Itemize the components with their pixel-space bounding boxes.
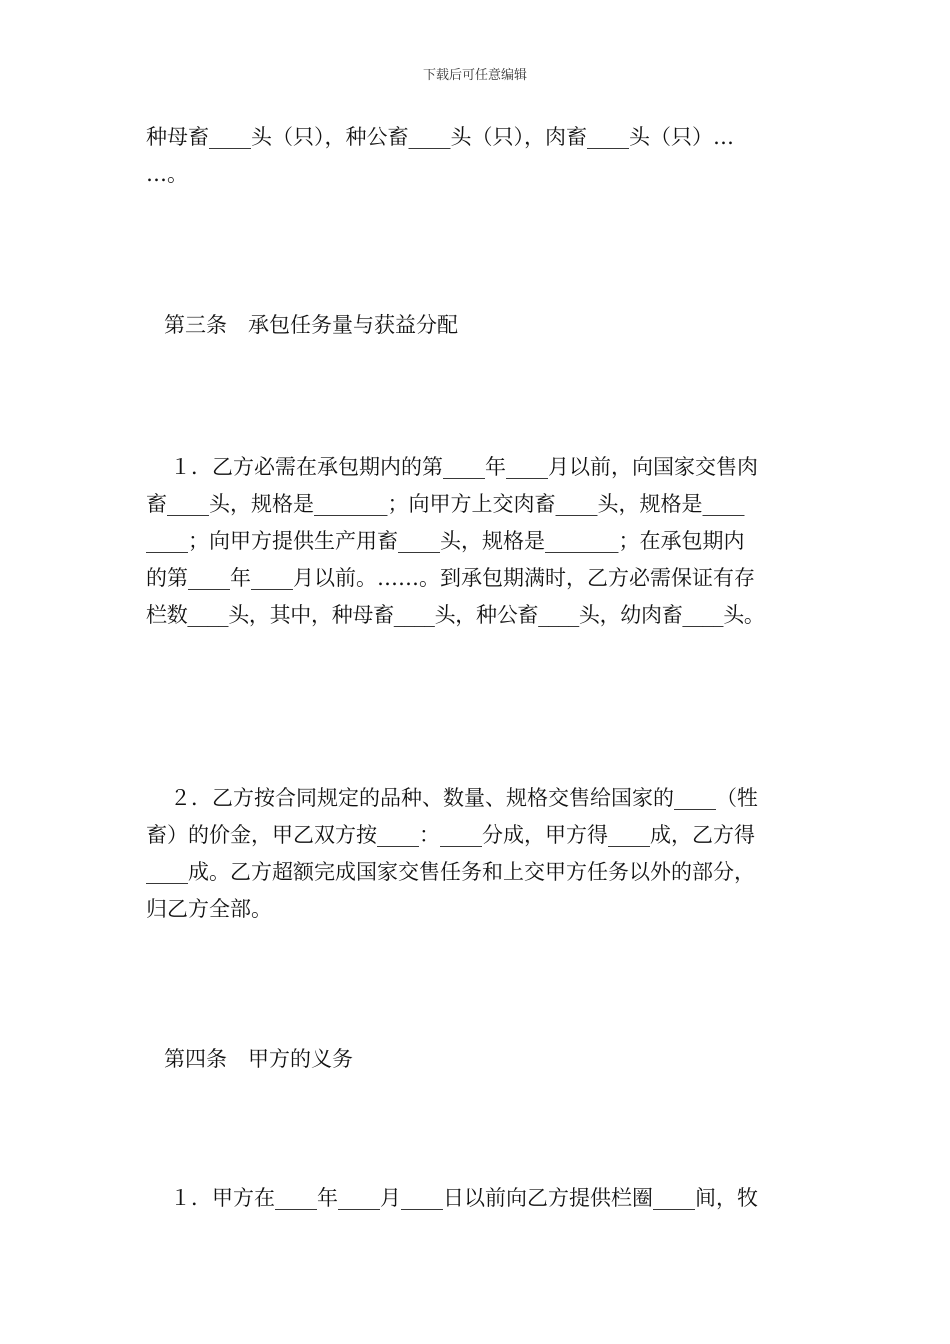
article-4-heading: 第四条 甲方的义务 bbox=[164, 1047, 353, 1071]
article-3-heading: 第三条 承包任务量与获益分配 bbox=[164, 313, 458, 337]
paragraph-line: 栏数____头，其中，种母畜____头，种公畜____头，幼肉畜____头。 bbox=[146, 603, 765, 627]
paragraph-line: ____；向甲方提供生产用畜____头，规格是_______；在承包期内 bbox=[146, 529, 745, 553]
page-header: 下载后可任意编辑 bbox=[422, 68, 527, 83]
paragraph-line: ２．乙方按合同规定的品种、数量、规格交售给国家的____（牲 bbox=[170, 786, 758, 810]
paragraph-line: 畜）的价金，甲乙双方按____：____分成，甲方得____成，乙方得 bbox=[146, 823, 755, 847]
paragraph-line: １．甲方在____年____月____日以前向乙方提供栏圈____间，牧 bbox=[170, 1186, 758, 1210]
paragraph-line: ____成。乙方超额完成国家交售任务和上交甲方任务以外的部分， bbox=[146, 860, 755, 884]
paragraph-line: 畜____头，规格是_______；向甲方上交肉畜____头，规格是____ bbox=[146, 492, 745, 516]
paragraph-line: 的第____年____月以前。……。到承包期满时，乙方必需保证有存 bbox=[146, 566, 755, 590]
paragraph-line: １．乙方必需在承包期内的第____年____月以前，向国家交售肉 bbox=[170, 455, 758, 479]
paragraph-line: 种母畜____头（只），种公畜____头（只），肉畜____头（只）… bbox=[146, 125, 734, 149]
paragraph-line: 归乙方全部。 bbox=[146, 897, 272, 921]
paragraph-line: …。 bbox=[146, 162, 188, 186]
